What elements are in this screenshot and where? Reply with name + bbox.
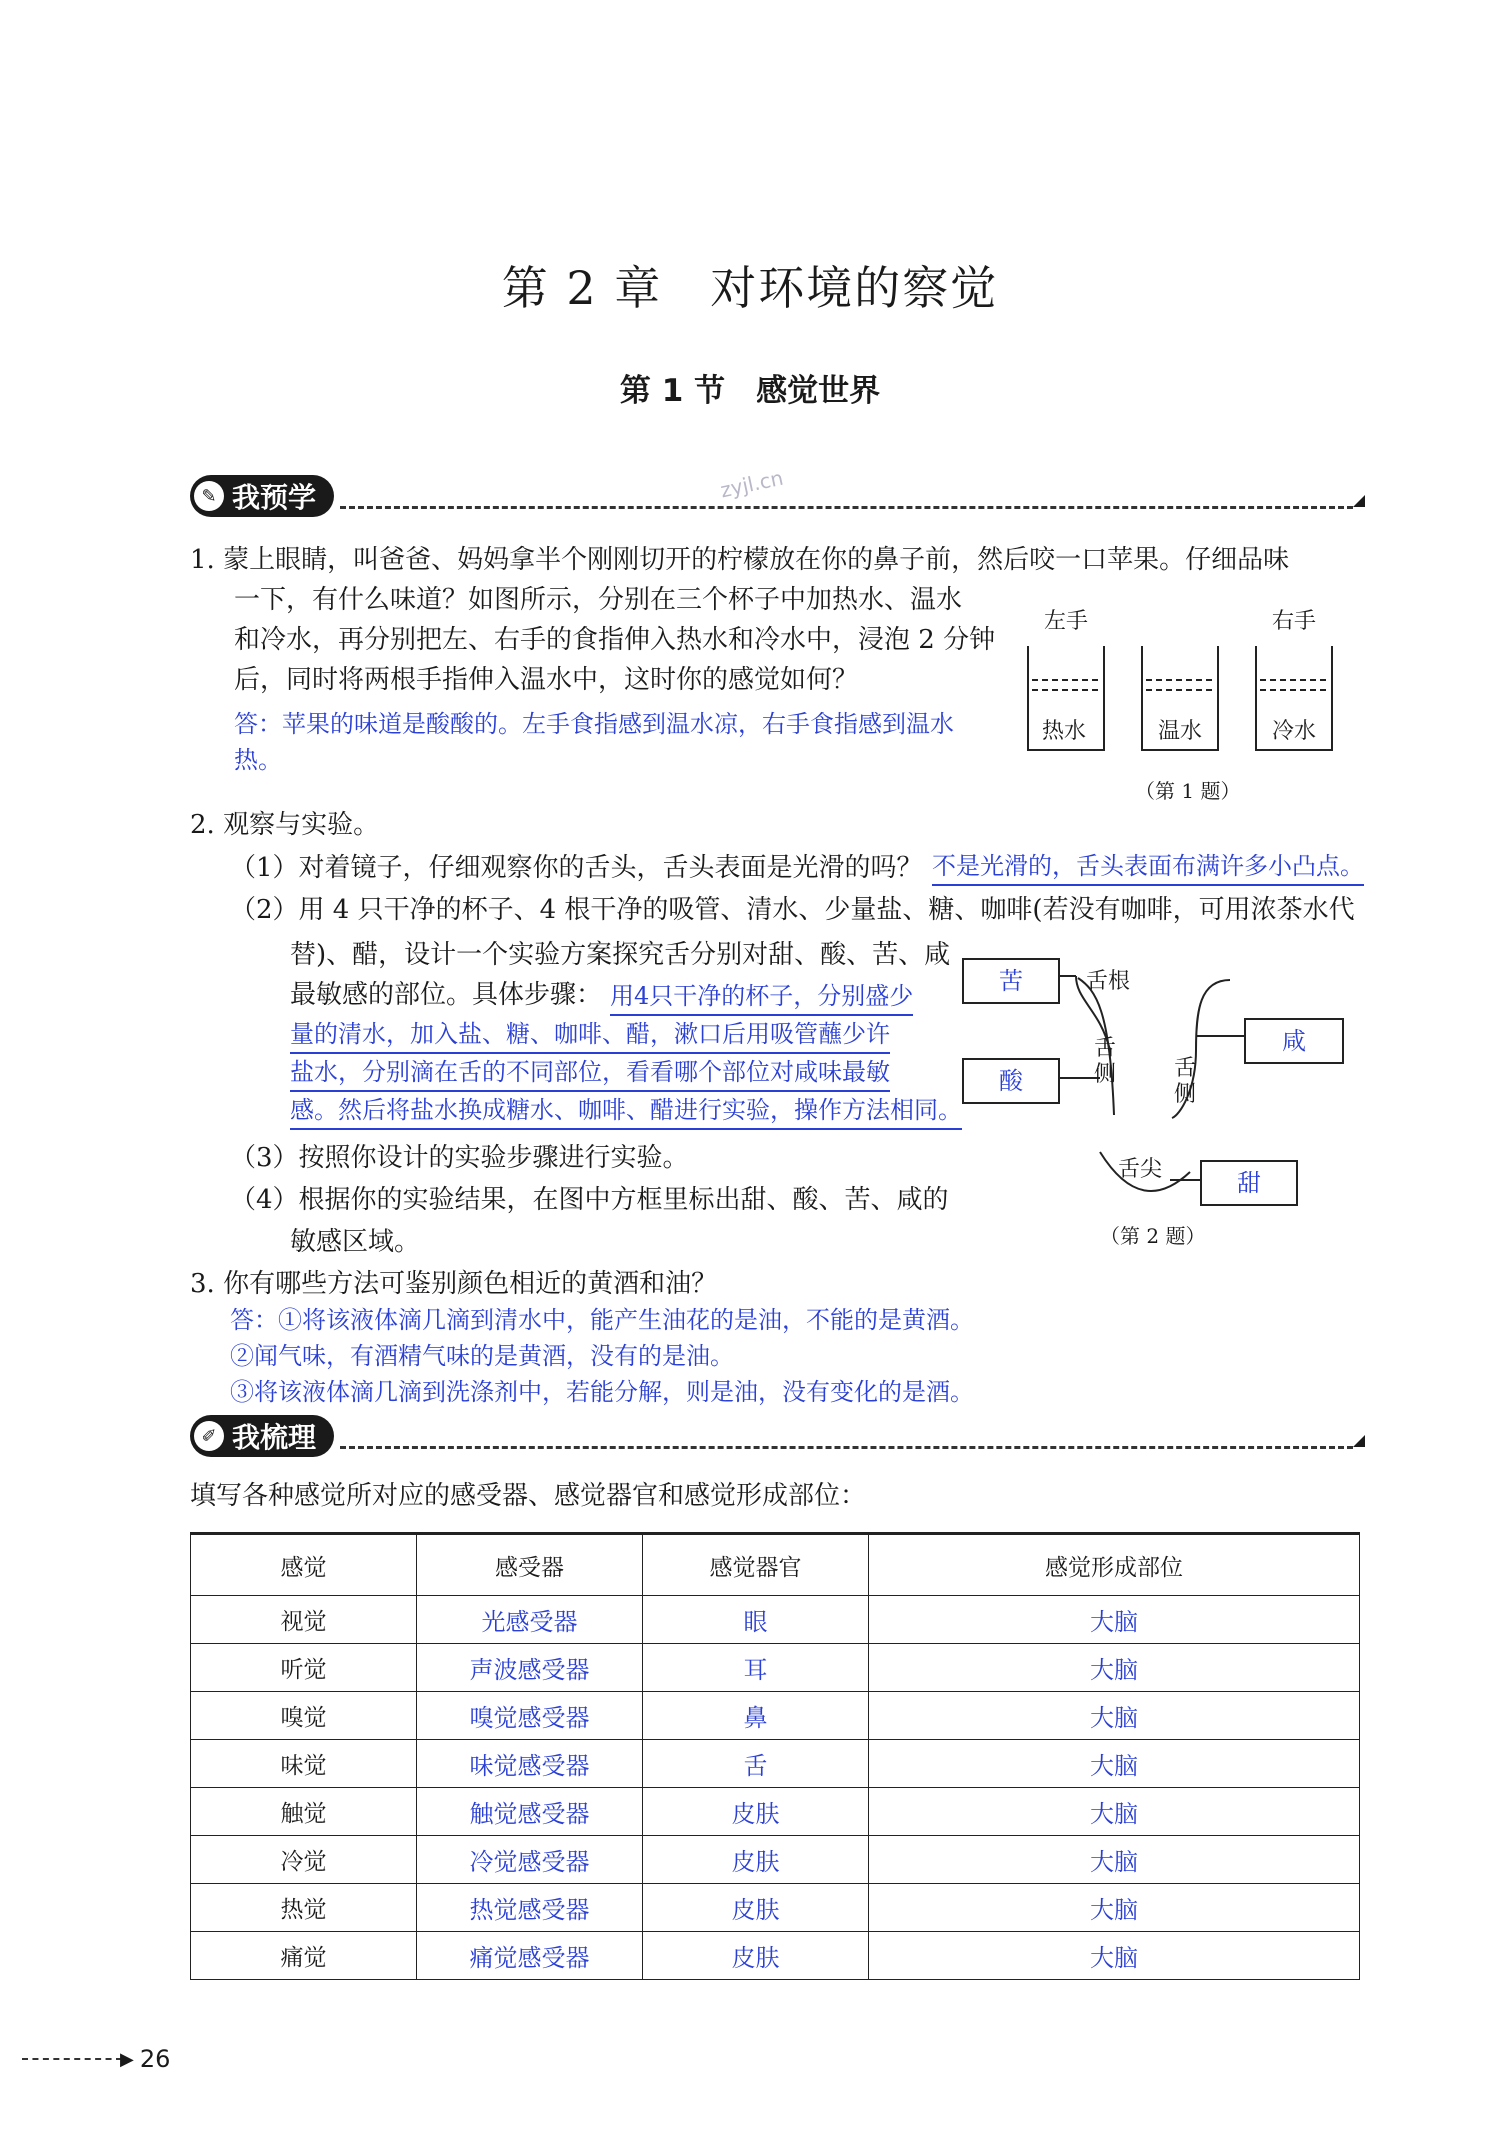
review-section-header [190,1414,1365,1458]
receptor-cell: 热觉感受器 [417,1884,643,1932]
header-location: 感觉形成部位 [869,1534,1360,1596]
location-cell: 大脑 [869,1788,1360,1836]
sense-cell: 味觉 [191,1740,417,1788]
organ-cell: 舌 [643,1740,869,1788]
preview-icon: ✎ [194,481,224,511]
sense-cell: 热觉 [191,1884,417,1932]
receptor-cell: 味觉感受器 [417,1740,643,1788]
header-sense: 感觉 [191,1534,417,1596]
q2-intro: 2. 观察与实验。 [190,810,380,840]
q2-part2-line1: （2）用 4 只干净的杯子、4 根干净的吸管、清水、少量盐、糖、咖啡(若没有咖啡，可用浓茶水代 [230,895,1355,925]
table-header-row [191,1534,1360,1596]
fig2-caption: （第 2 题） [1100,1224,1206,1248]
q2-part2-answer3: 盐水，分别滴在舌的不同部位，看看哪个部位对咸味最敏 [290,1054,890,1092]
preview-badge [190,475,334,517]
q2-part2-line3: 最敏感的部位。具体步骤： [290,980,603,1010]
watermark: zyjl.cn [718,465,786,503]
table-row [191,1740,1360,1788]
table-row [191,1932,1360,1980]
q2-part3: （3）按照你设计的实验步骤进行实验。 [230,1143,689,1173]
arrow-right-icon: ▶ [120,2048,134,2070]
organ-cell: 鼻 [643,1692,869,1740]
organ-cell: 皮肤 [643,1788,869,1836]
receptor-cell: 冷觉感受器 [417,1836,643,1884]
table-row [191,1644,1360,1692]
header-organ: 感觉器官 [643,1534,869,1596]
q2-part2-answer4: 感。然后将盐水换成糖水、咖啡、醋进行实验，操作方法相同。 [290,1092,962,1130]
q2-part2-answer2: 量的清水，加入盐、糖、咖啡、醋，漱口后用吸管蘸少许 [290,1016,890,1054]
location-cell: 大脑 [869,1884,1360,1932]
q3-question: 3. 你有哪些方法可鉴别颜色相近的黄酒和油？ [190,1269,718,1299]
location-cell: 大脑 [869,1596,1360,1644]
organ-cell: 皮肤 [643,1836,869,1884]
footer-dashed-line [22,2058,122,2060]
table-row [191,1596,1360,1644]
page-footer [22,2045,170,2073]
fig1-caption: （第 1 题） [1135,779,1241,803]
dashed-divider [340,1424,1353,1449]
cup-warm-label: 温水 [1158,719,1203,744]
sense-cell: 痛觉 [191,1932,417,1980]
cup-hot-label: 热水 [1042,719,1087,744]
q2-part4-line2: 敏感区域。 [290,1227,421,1257]
review-instruction: 填写各种感觉所对应的感受器、感觉器官和感觉形成部位： [190,1481,867,1511]
cup-cold-label: 冷水 [1272,719,1317,744]
location-cell: 大脑 [869,1932,1360,1980]
sense-cell: 视觉 [191,1596,417,1644]
q3-answer1: 答：①将该液体滴几滴到清水中，能产生油花的是油，不能的是黄酒。 [230,1306,974,1334]
sour-box: 酸 [962,1058,1060,1104]
section-title: 第 1 节 感觉世界 [619,373,881,409]
chapter-title: 第 2 章 对环境的察觉 [501,261,999,315]
location-cell: 大脑 [869,1740,1360,1788]
preview-heading: 我预学 [232,481,317,514]
review-icon: ✐ [194,1421,224,1451]
right-hand-label: 右手 [1272,609,1317,634]
tongue-side-right-label: 舌侧 [1174,1056,1197,1107]
q3-answer2: ②闻气味，有酒精气味的是黄酒，没有的是油。 [230,1342,734,1370]
review-badge [190,1415,334,1457]
sense-cell: 听觉 [191,1644,417,1692]
sense-cell: 冷觉 [191,1836,417,1884]
q1-answer-line2: 热。 [234,746,282,774]
receptor-cell: 痛觉感受器 [417,1932,643,1980]
location-cell: 大脑 [869,1644,1360,1692]
q1-line2: 一下，有什么味道？如图所示，分别在三个杯子中加热水、温水 [234,585,963,615]
review-heading: 我梳理 [232,1421,317,1454]
receptor-cell: 触觉感受器 [417,1788,643,1836]
left-hand-label: 左手 [1044,609,1089,634]
receptor-cell: 嗅觉感受器 [417,1692,643,1740]
q1-line1: 1. 蒙上眼睛，叫爸爸、妈妈拿半个刚刚切开的柠檬放在你的鼻子前，然后咬一口苹果。仔细品味 [190,545,1290,575]
table-row [191,1788,1360,1836]
table-row [191,1692,1360,1740]
organ-cell: 耳 [643,1644,869,1692]
receptor-cell: 声波感受器 [417,1644,643,1692]
organ-cell: 眼 [643,1596,869,1644]
dashed-divider [340,484,1353,509]
q2-part2-answer1: 用4只干净的杯子，分别盛少 [610,978,913,1016]
sense-cell: 嗅觉 [191,1692,417,1740]
tongue-root-label: 舌根 [1086,969,1131,994]
page-number: 26 [139,2045,171,2073]
q2-part1-text: （1）对着镜子，仔细观察你的舌头，舌头表面是光滑的吗？ [230,853,923,883]
tongue-tip-label: 舌尖 [1118,1157,1163,1182]
location-cell: 大脑 [869,1836,1360,1884]
q1-line4: 后，同时将两根手指伸入温水中，这时你的感觉如何？ [234,665,859,695]
q2-part1-answer: 不是光滑的，舌头表面布满许多小凸点。 [932,848,1364,886]
receptor-cell: 光感受器 [417,1596,643,1644]
q1-answer-line1: 答：苹果的味道是酸酸的。左手食指感到温水凉，右手食指感到温水 [234,710,954,738]
q3-answer3: ③将该液体滴几滴到洗涤剂中，若能分解，则是油，没有变化的是酒。 [230,1378,974,1406]
cups-figure [1020,598,1350,798]
location-cell: 大脑 [869,1692,1360,1740]
corner-triangle-icon [1353,1435,1365,1447]
table-row [191,1836,1360,1884]
salty-box: 咸 [1244,1018,1344,1064]
senses-table [190,1532,1360,1980]
q2-part4-line1: （4）根据你的实验结果，在图中方框里标出甜、酸、苦、咸的 [230,1185,949,1215]
sweet-box: 甜 [1200,1160,1298,1206]
q2-part2-line2: 替)、醋，设计一个实验方案探究舌分别对甜、酸、苦、咸 [290,940,951,970]
q1-line3: 和冷水，再分别把左、右手的食指伸入热水和冷水中，浸泡 2 分钟 [234,625,996,655]
sense-cell: 触觉 [191,1788,417,1836]
organ-cell: 皮肤 [643,1932,869,1980]
tongue-side-left-label: 舌侧 [1094,1036,1117,1087]
table-row [191,1884,1360,1932]
corner-triangle-icon [1353,495,1365,507]
header-receptor: 感受器 [417,1534,643,1596]
bitter-box: 苦 [962,958,1060,1004]
organ-cell: 皮肤 [643,1884,869,1932]
